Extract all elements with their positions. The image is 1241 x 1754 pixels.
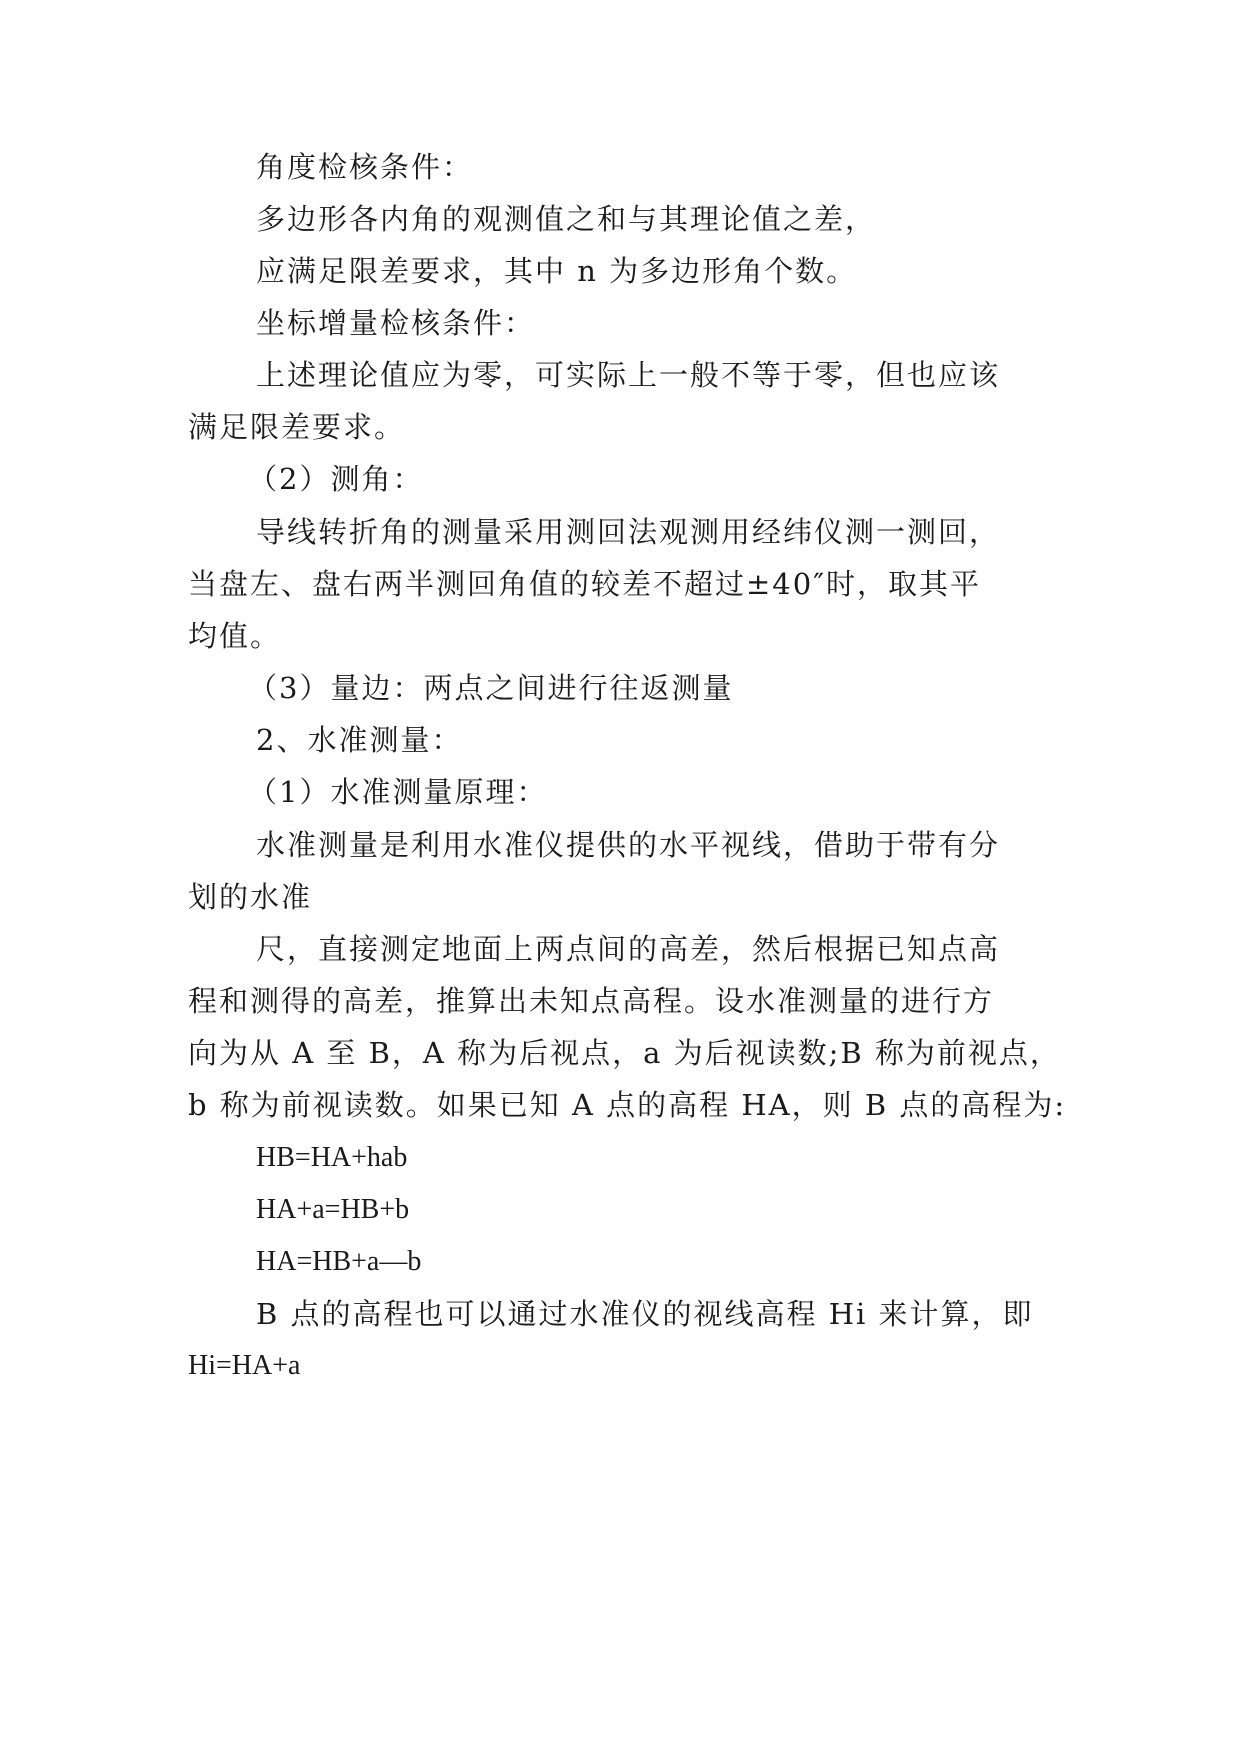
text-line: 坐标增量检核条件： [256, 306, 536, 340]
formula-line: HA=HB+a—b [256, 1246, 422, 1277]
text-line: 程和测得的高差，推算出未知点高程。设水准测量的进行方 [188, 984, 995, 1018]
text-line: 应满足限差要求，其中 n 为多边形角个数。 [256, 254, 858, 288]
text-line: 满足限差要求。 [188, 410, 406, 444]
text-line: （1）水准测量原理： [248, 775, 548, 809]
text-line: 角度检核条件： [256, 150, 474, 184]
text-line: 向为从 A 至 B，A 称为后视点，a 为后视读数;B 称为前视点， [188, 1036, 1061, 1070]
formula-line: HB=HA+hab [256, 1142, 408, 1173]
text-line: 当盘左、盘右两半测回角值的较差不超过±40″时，取其平 [188, 567, 982, 601]
text-line: 水准测量是利用水准仪提供的水平视线，借助于带有分 [256, 828, 1001, 862]
text-line: B 点的高程也可以通过水准仪的视线高程 Hi 来计算，即 [256, 1297, 1034, 1331]
text-line: 上述理论值应为零，可实际上一般不等于零，但也应该 [256, 358, 1001, 392]
text-line: 划的水准 [188, 880, 313, 914]
text-line: 2、水准测量： [256, 723, 463, 757]
text-line: （3）量边：两点之间进行往返测量 [248, 671, 734, 705]
text-line: 导线转折角的测量采用测回法观测用经纬仪测一测回， [256, 515, 1001, 549]
text-line: 尺，直接测定地面上两点间的高差，然后根据已知点高 [256, 932, 1001, 966]
formula-line: HA+a=HB+b [256, 1194, 410, 1225]
text-line: b 称为前视读数。如果已知 A 点的高程 HA，则 B 点的高程为: [188, 1088, 1067, 1122]
formula-line: Hi=HA+a [188, 1350, 301, 1381]
text-line: （2）测角： [248, 462, 424, 496]
text-line: 均值。 [188, 619, 282, 653]
text-line: 多边形各内角的观测值之和与其理论值之差， [256, 202, 877, 236]
